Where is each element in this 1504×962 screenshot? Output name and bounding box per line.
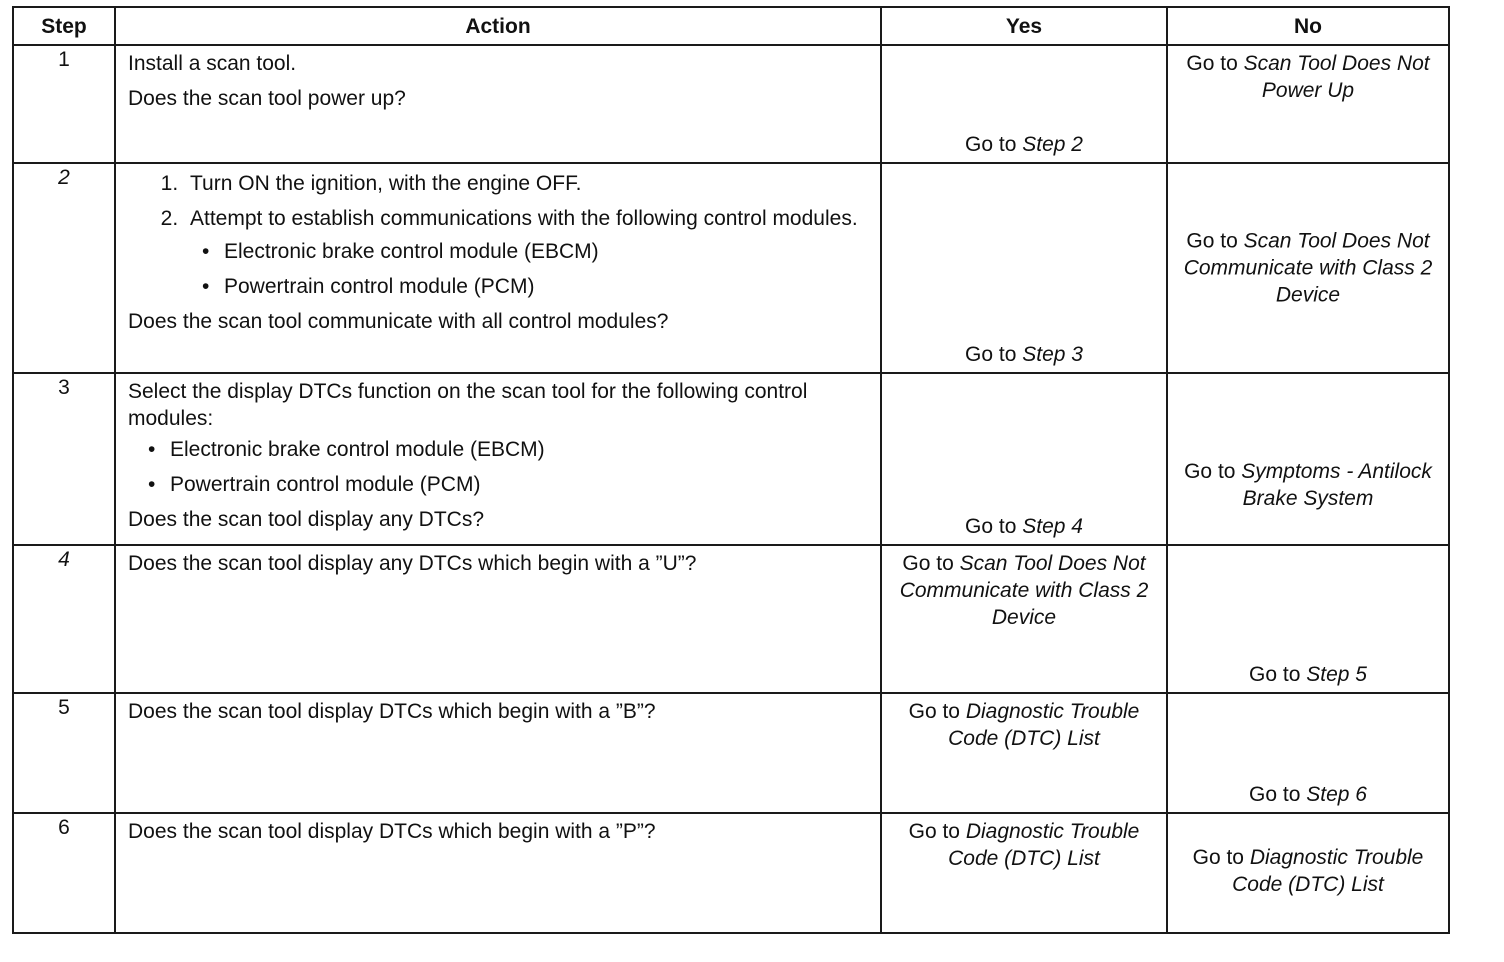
step-link[interactable]: Step 3 — [1022, 343, 1083, 366]
action-step-text: Attempt to establish communications with the following control modules. — [190, 207, 858, 230]
go-to-label: Go to — [965, 133, 1023, 156]
step-number: 5 — [13, 693, 115, 813]
go-to-label: Go to — [1186, 229, 1244, 253]
action-step — [184, 205, 868, 300]
action-instruction: Select the display DTCs function on the scan tool for the following control modules: — [128, 380, 808, 430]
go-to-label: Go to — [908, 700, 966, 723]
go-to-label: Go to — [902, 552, 960, 575]
yes-cell — [881, 813, 1167, 933]
no-cell — [1167, 163, 1449, 373]
action-cell — [115, 163, 881, 373]
yes-cell — [881, 373, 1167, 545]
go-to-label: Go to — [965, 343, 1023, 366]
step-number-text: 2 — [58, 166, 70, 189]
step-link[interactable]: Step 5 — [1306, 663, 1367, 686]
go-to-label: Go to — [1192, 846, 1250, 869]
section-link[interactable]: Diagnostic Trouble Code (DTC) List — [948, 820, 1140, 870]
action-question: Does the scan tool display any DTCs which begin with a ”U”? — [128, 552, 697, 575]
diagnostic-table — [12, 6, 1450, 934]
header-action: Action — [115, 7, 881, 45]
yes-go-to[interactable] — [882, 513, 1166, 540]
yes-go-to[interactable] — [882, 694, 1166, 752]
yes-cell — [881, 545, 1167, 693]
no-go-to[interactable] — [1168, 781, 1448, 808]
module-item: • Powertrain control module (PCM) — [202, 273, 868, 300]
action-question: Does the scan tool display DTCs which begin with a ”B”? — [128, 700, 656, 723]
header-step: Step — [13, 7, 115, 45]
table-row — [13, 693, 1449, 813]
action-question: Does the scan tool display any DTCs? — [128, 508, 485, 531]
action-cell — [115, 373, 881, 545]
action-cell — [115, 545, 881, 693]
action-step: 1. Turn ON the ignition, with the engine OFF. — [184, 170, 868, 197]
step-number: 1 — [13, 45, 115, 163]
yes-go-to[interactable] — [882, 341, 1166, 368]
header-yes: Yes — [881, 7, 1167, 45]
no-go-to[interactable] — [1168, 46, 1448, 104]
yes-go-to[interactable] — [882, 131, 1166, 158]
step-number-text: 4 — [58, 548, 70, 571]
action-question: Does the scan tool power up? — [128, 87, 406, 110]
no-go-to[interactable] — [1168, 814, 1448, 898]
section-link[interactable]: Diagnostic Trouble Code (DTC) List — [948, 700, 1140, 750]
no-cell — [1167, 693, 1449, 813]
yes-cell — [881, 163, 1167, 373]
step-number — [13, 545, 115, 693]
action-cell — [115, 813, 881, 933]
no-cell — [1167, 545, 1449, 693]
go-to-label: Go to — [908, 820, 966, 843]
yes-go-to[interactable] — [882, 814, 1166, 872]
section-link[interactable]: Scan Tool Does Not Power Up — [1243, 52, 1430, 102]
no-go-to[interactable] — [1168, 661, 1448, 688]
table-row — [13, 545, 1449, 693]
module-list — [128, 436, 868, 498]
header-no: No — [1167, 7, 1449, 45]
action-steps — [128, 170, 868, 300]
go-to-label: Go to — [1184, 459, 1242, 483]
table-row — [13, 813, 1449, 933]
action-question: Does the scan tool communicate with all control modules? — [128, 310, 669, 333]
no-cell — [1167, 813, 1449, 933]
no-go-to[interactable] — [1168, 458, 1448, 512]
yes-cell — [881, 693, 1167, 813]
action-cell — [115, 693, 881, 813]
step-link[interactable]: Step 4 — [1022, 515, 1083, 538]
go-to-label: Go to — [1186, 52, 1244, 75]
step-number — [13, 163, 115, 373]
table-row — [13, 163, 1449, 373]
yes-go-to[interactable] — [882, 546, 1166, 631]
header-row — [13, 7, 1449, 45]
section-link[interactable]: Symptoms - Antilock Brake System — [1241, 459, 1432, 510]
table-row — [13, 45, 1449, 163]
no-go-to[interactable] — [1168, 228, 1448, 309]
module-item: • Powertrain control module (PCM) — [148, 471, 868, 498]
module-item: • Electronic brake control module (EBCM) — [148, 436, 868, 463]
go-to-label: Go to — [965, 515, 1023, 538]
step-link[interactable]: Step 2 — [1022, 133, 1083, 156]
no-cell — [1167, 373, 1449, 545]
section-link[interactable]: Diagnostic Trouble Code (DTC) List — [1232, 846, 1424, 896]
table-row — [13, 373, 1449, 545]
go-to-label: Go to — [1249, 783, 1307, 806]
no-cell — [1167, 45, 1449, 163]
step-number: 3 — [13, 373, 115, 545]
yes-cell — [881, 45, 1167, 163]
step-link[interactable]: Step 6 — [1306, 783, 1367, 806]
action-instruction: Install a scan tool. — [128, 52, 297, 75]
action-question: Does the scan tool display DTCs which begin with a ”P”? — [128, 820, 656, 843]
action-cell — [115, 45, 881, 163]
module-item: • Electronic brake control module (EBCM) — [202, 238, 868, 265]
section-link[interactable]: Scan Tool Does Not Communicate with Class 2 Device — [1183, 229, 1433, 307]
step-number: 6 — [13, 813, 115, 933]
section-link[interactable]: Scan Tool Does Not Communicate with Class 2 Device — [899, 552, 1149, 629]
go-to-label: Go to — [1249, 663, 1307, 686]
module-list — [190, 238, 868, 300]
